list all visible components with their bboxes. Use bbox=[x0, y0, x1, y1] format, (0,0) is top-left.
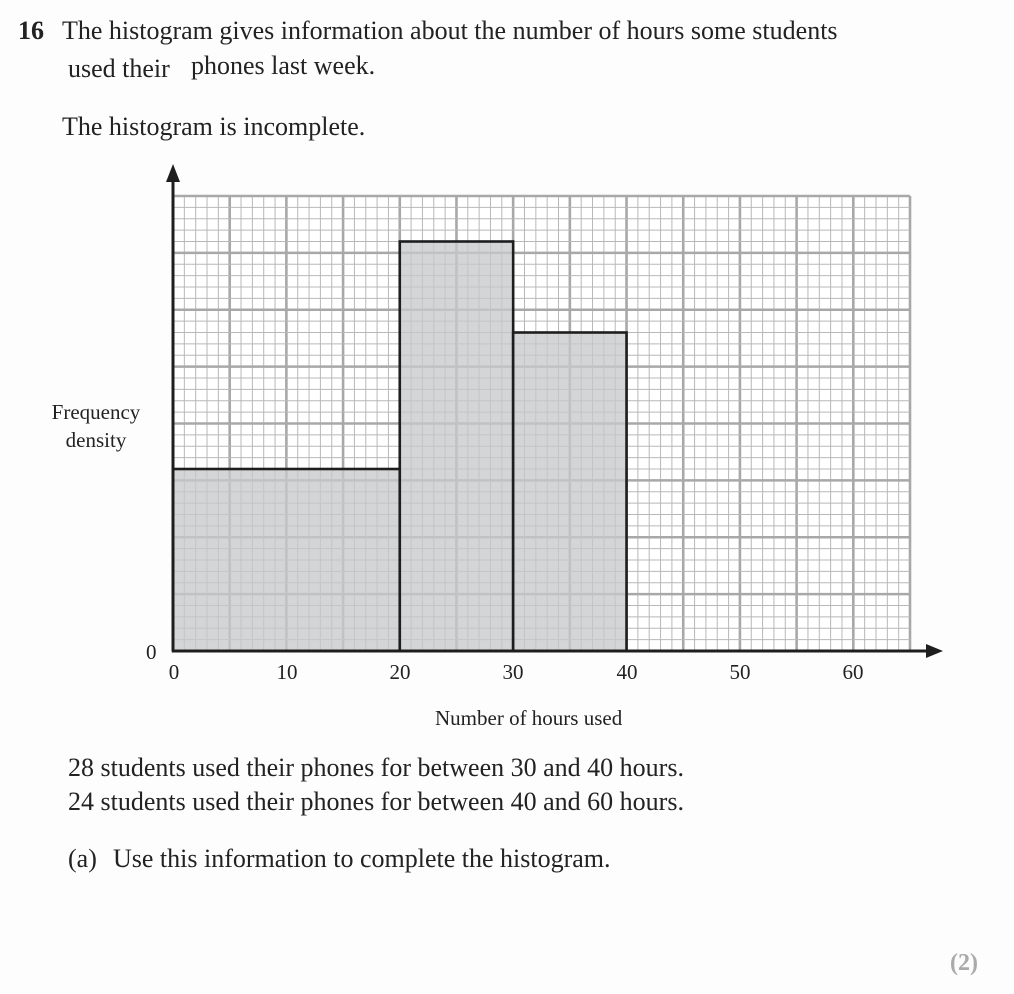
info-line-30-40: 28 students used their phones for between 30 and 40 hours. bbox=[68, 753, 684, 782]
question-number: 16 bbox=[18, 16, 44, 45]
info-line-40-60: 24 students used their phones for between 40 and 60 hours. bbox=[68, 787, 684, 816]
part-a-label: (a) bbox=[68, 844, 97, 873]
histogram-bar-30-40 bbox=[513, 333, 626, 652]
histogram-bar-20-30 bbox=[400, 242, 513, 652]
question-text-line2a: used their bbox=[68, 54, 170, 83]
x-tick-60: 60 bbox=[842, 660, 864, 684]
question-text-line1: The histogram gives information about the number of hours some students bbox=[62, 16, 838, 45]
x-tick-30: 30 bbox=[502, 660, 524, 684]
histogram-bar-0-20 bbox=[173, 469, 400, 651]
x-tick-40: 40 bbox=[616, 660, 638, 684]
y-axis-label: Frequency density bbox=[51, 400, 141, 452]
x-axis-arrow-icon bbox=[926, 644, 943, 658]
x-tick-0: 0 bbox=[168, 660, 180, 684]
y-tick-0: 0 bbox=[146, 640, 157, 664]
part-a-instruction: Use this information to complete the histogram. bbox=[113, 844, 611, 873]
question-text-line2b: phones last week. bbox=[191, 51, 376, 80]
x-tick-10: 10 bbox=[276, 660, 298, 684]
marks-indicator: (2) bbox=[950, 950, 978, 976]
x-axis-label: Number of hours used bbox=[435, 706, 623, 730]
y-axis-arrow-icon bbox=[166, 164, 180, 182]
x-tick-20: 20 bbox=[389, 660, 411, 684]
x-tick-50: 50 bbox=[729, 660, 751, 684]
histogram-incomplete-text: The histogram is incomplete. bbox=[62, 112, 366, 141]
